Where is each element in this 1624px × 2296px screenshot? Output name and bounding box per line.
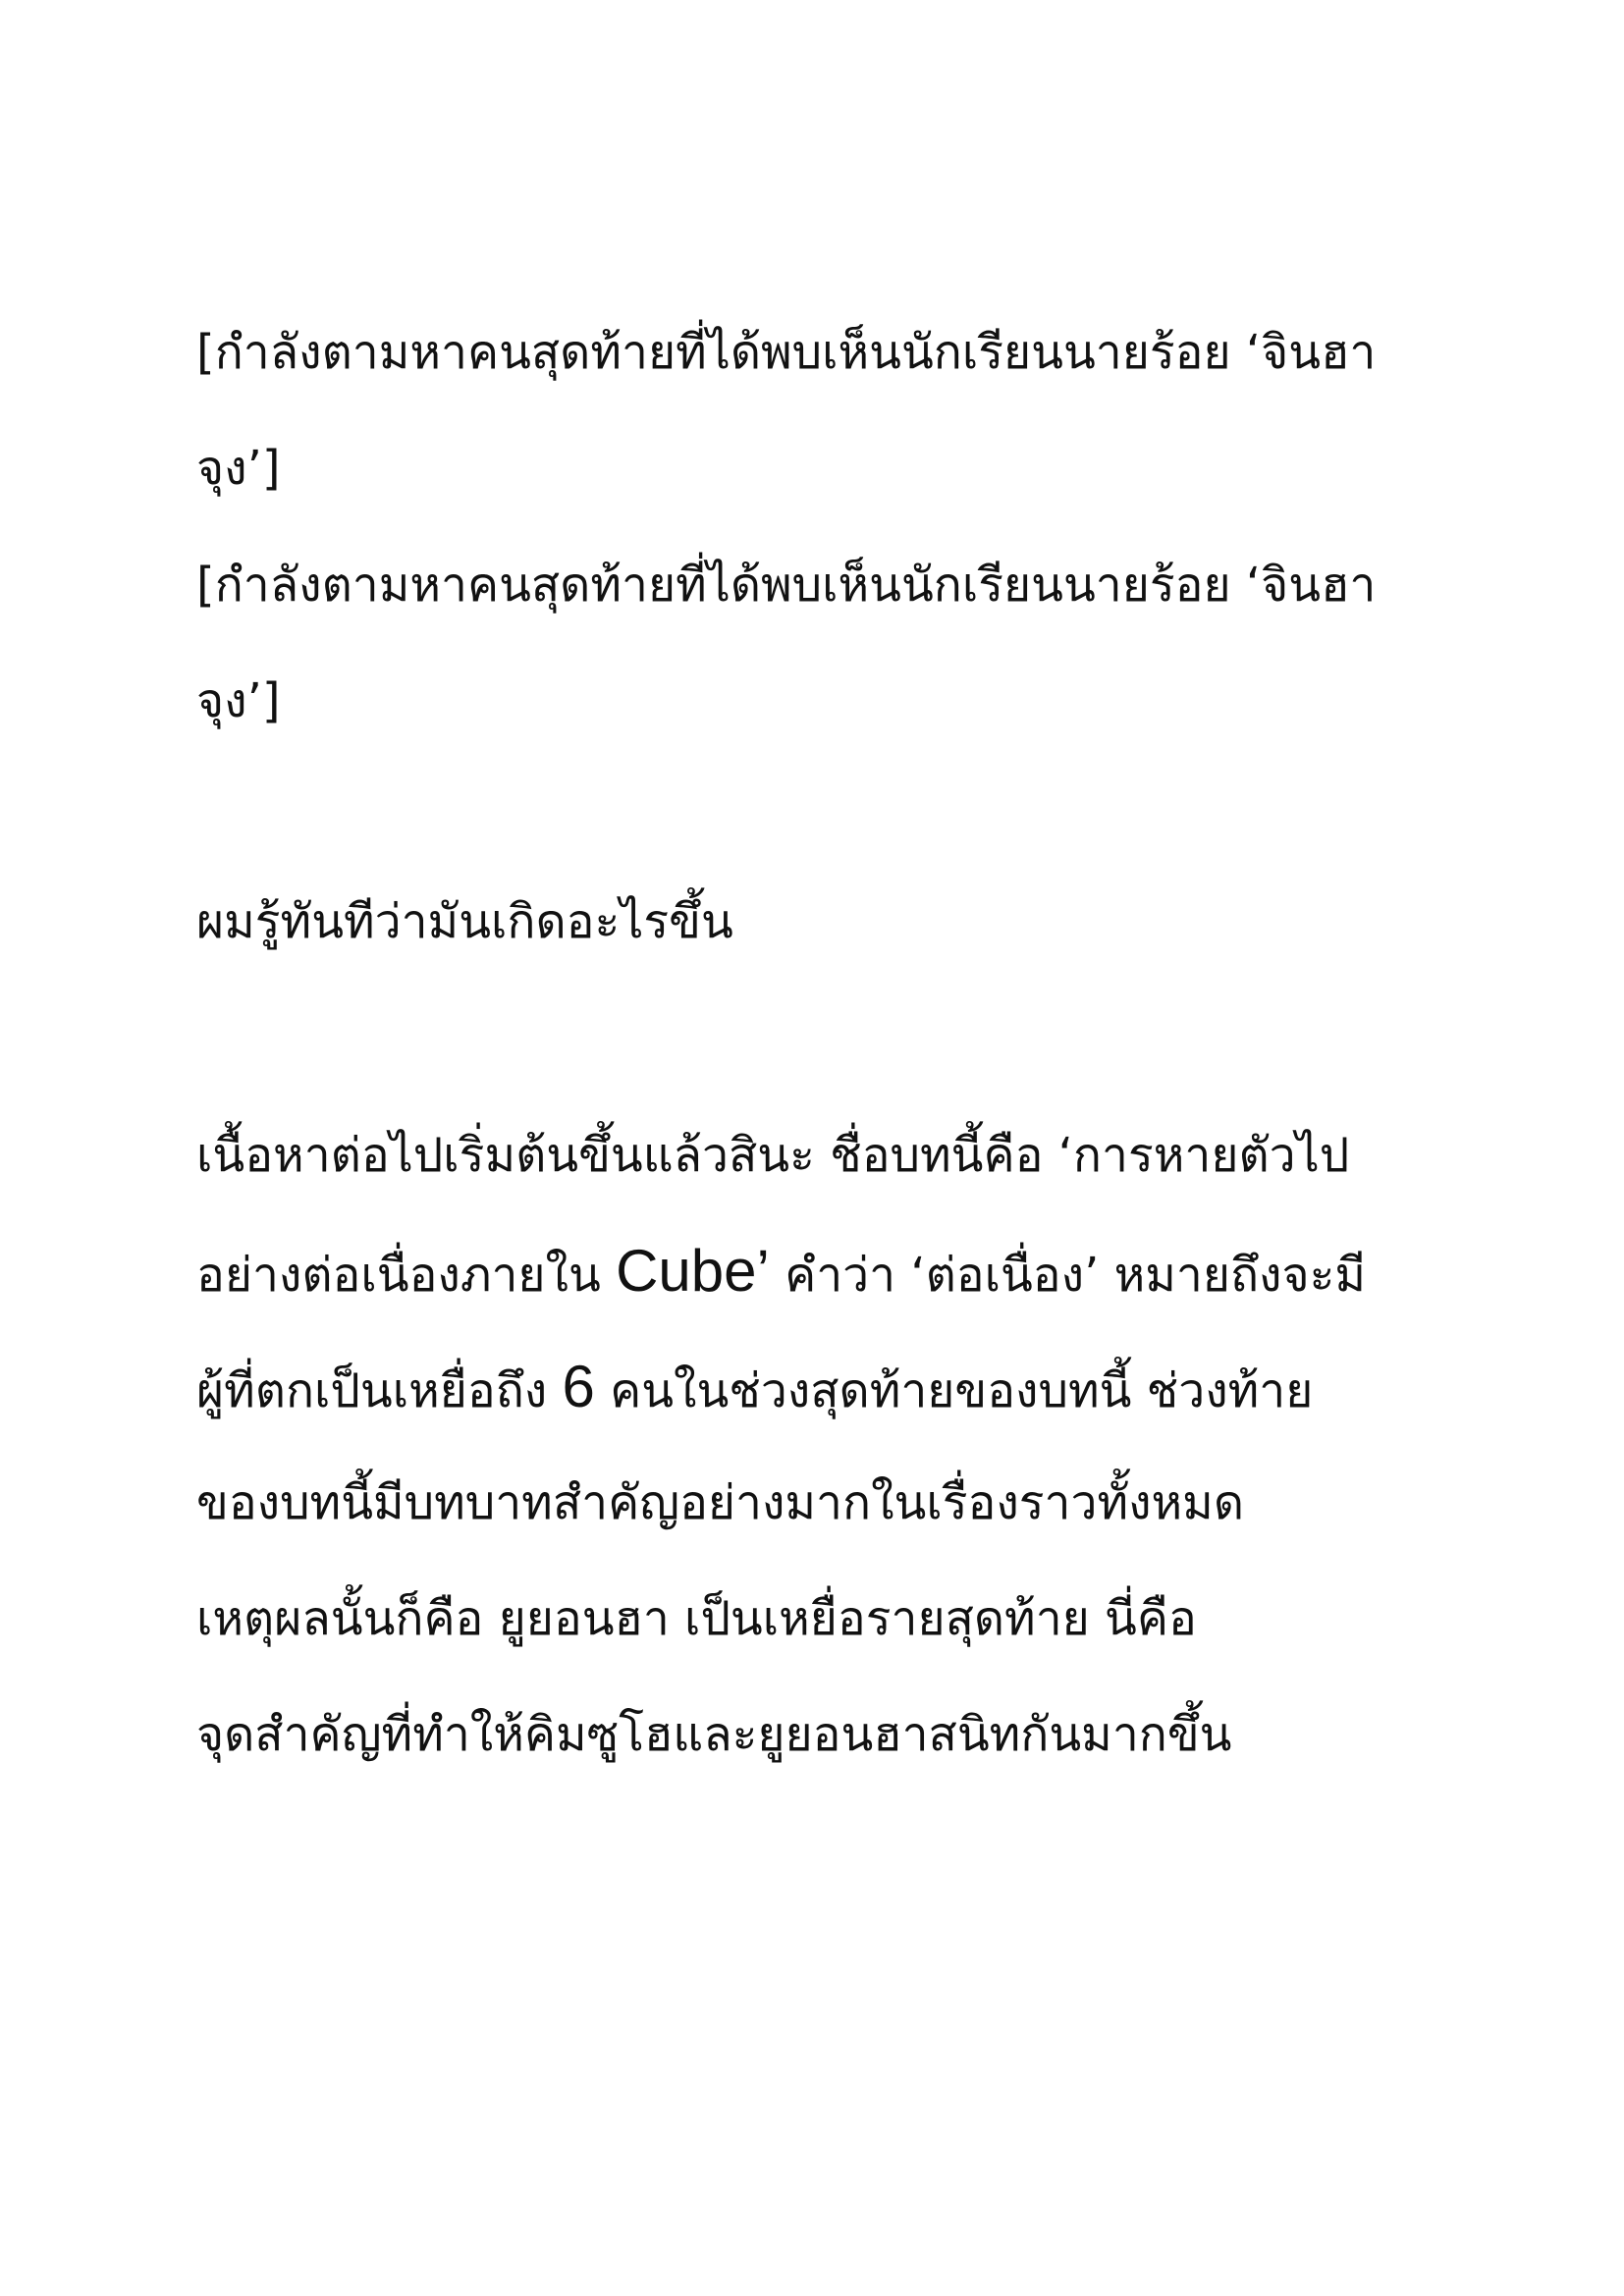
- paragraph-line-3-start: ผู้ที่ตกเป็นเหยื่อถึง: [196, 1363, 563, 1418]
- paragraph-line-6: จุดสำคัญที่ทำให้คิมซูโฮและยูยอนฮาสนิทกันมากขึ้น: [196, 1707, 1232, 1762]
- cube-word: Cube’: [616, 1238, 770, 1304]
- system-message-1-line-1: [กำลังตามหาคนสุดท้ายที่ได้พบเห็นนักเรียนนายร้อย ‘จินฮา: [196, 325, 1377, 380]
- paragraph-line-2-end: คำว่า ‘ต่อเนื่อง’ หมายถึงจะมี: [769, 1248, 1366, 1303]
- story-paragraph: [196, 1097, 1453, 1792]
- paragraph-line-3-end: คนในช่วงสุดท้ายของบทนี้ ช่วงท้าย: [594, 1363, 1314, 1418]
- victim-count-number: 6: [562, 1354, 595, 1419]
- system-message-2-line-2: จุง’]: [196, 673, 281, 728]
- system-message-1: [196, 294, 1453, 526]
- paragraph-line-4: ของบทนี้มีบทบาทสำคัญอย่างมากในเรื่องราวทั้งหมด: [196, 1475, 1244, 1530]
- system-message-1-line-2: จุง’]: [196, 441, 281, 496]
- paragraph-line-3: [196, 1329, 1453, 1445]
- system-message-2-line-1: [กำลังตามหาคนสุดท้ายที่ได้พบเห็นนักเรียนนายร้อย ‘จินฮา: [196, 558, 1377, 613]
- narration: [196, 864, 1453, 980]
- paragraph-line-5: เหตุผลนั้นก็คือ ยูยอนฮา เป็นเหยื่อรายสุดท้าย นี่คือ: [196, 1591, 1197, 1646]
- paragraph-line-1: เนื้อหาต่อไปเริ่มต้นขึ้นแล้วสินะ ชื่อบทนี้คือ ‘การหายตัวไป: [196, 1128, 1350, 1183]
- paragraph-line-2-start: อย่างต่อเนื่องภายใน: [196, 1248, 617, 1303]
- system-message-2: [196, 527, 1453, 759]
- narration-line: ผมรู้ทันทีว่ามันเกิดอะไรขึ้น: [196, 894, 733, 949]
- paragraph-line-2: [196, 1213, 1453, 1329]
